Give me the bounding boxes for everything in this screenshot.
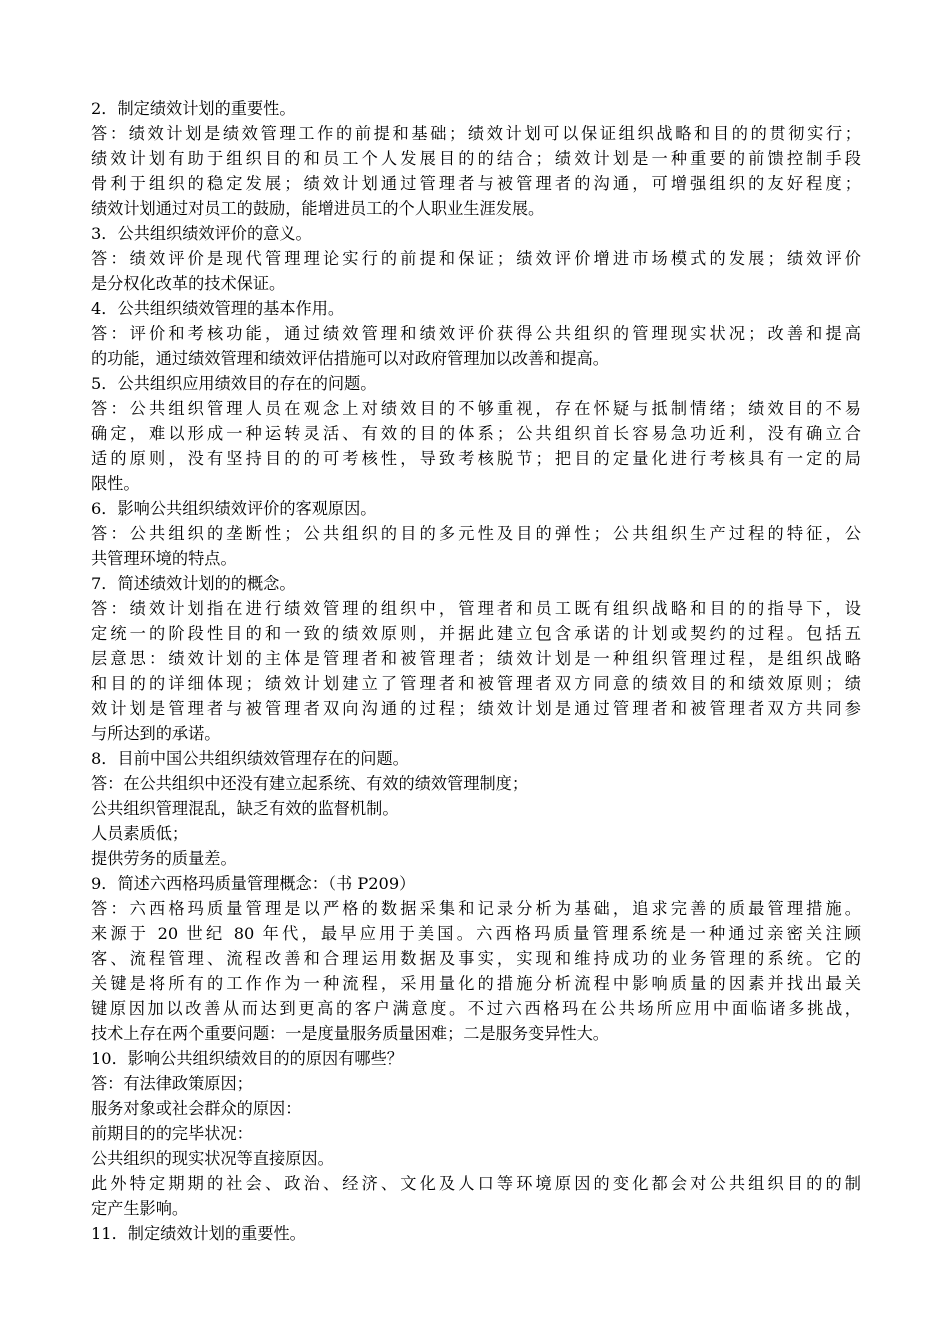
document-body bbox=[91, 96, 861, 1246]
text-line: 答：在公共组织中还没有建立起系统、有效的绩效管理制度； bbox=[91, 774, 529, 793]
text-line: 骨利于组织的稳定发展；绩效计划通过管理者与被管理者的沟通，可增强组织的友好程度； bbox=[91, 174, 861, 193]
text-line: 答：公共组织管理人员在观念上对绩效目的不够重视，存在怀疑与抵制情绪；绩效目的不易 bbox=[91, 399, 861, 418]
text-line: 绩效计划通过对员工的鼓励，能增进员工的个人职业生涯发展。 bbox=[91, 199, 545, 218]
text-line: 确定，难以形成一种运转灵活、有效的目的体系；公共组织首长容易急功近利，没有确立合 bbox=[91, 424, 861, 443]
text-line: 公共组织管理混乱，缺乏有效的监督机制。 bbox=[91, 799, 399, 818]
text-line: 与所达到的承诺。 bbox=[91, 724, 221, 743]
text-line: 3．公共组织绩效评价的意义。 bbox=[91, 224, 312, 243]
text-line: 是分权化改革的技术保证。 bbox=[91, 274, 286, 293]
text-line: 7．简述绩效计划的的概念。 bbox=[91, 574, 296, 593]
text-line: 来源于 20 世纪 80 年代，最早应用于美国。六西格玛质量管理系统是一种通过亲密关注顾 bbox=[91, 924, 861, 943]
text-line: 定统一的阶段性目的和一致的绩效原则，并据此建立包含承诺的计划或契约的过程。包括五 bbox=[91, 624, 861, 643]
text-line: 9．简述六西格玛质量管理概念：（书 P209） bbox=[91, 874, 416, 893]
text-line: 答：公共组织的垄断性；公共组织的目的多元性及目的弹性；公共组织生产过程的特征，公 bbox=[91, 524, 861, 543]
text-line: 限性。 bbox=[91, 474, 140, 493]
text-line: 2．制定绩效计划的重要性。 bbox=[91, 99, 296, 118]
text-line: 共管理环境的特点。 bbox=[91, 549, 237, 568]
text-line: 技术上存在两个重要问题：一是度量服务质量困难；二是服务变异性大。 bbox=[91, 1024, 609, 1043]
text-line: 服务对象或社会群众的原因： bbox=[91, 1099, 302, 1118]
text-line: 6．影响公共组织绩效评价的客观原因。 bbox=[91, 499, 377, 518]
text-line: 公共组织的现实状况等直接原因。 bbox=[91, 1149, 334, 1168]
text-line: 的功能，通过绩效管理和绩效评估措施可以对政府管理加以改善和提高。 bbox=[91, 349, 609, 368]
text-line: 5．公共组织应用绩效目的存在的问题。 bbox=[91, 374, 377, 393]
text-line: 答：绩效计划指在进行绩效管理的组织中，管理者和员工既有组织战略和目的的指导下，设 bbox=[91, 599, 861, 618]
text-line: 适的原则，没有坚持目的的可考核性，导致考核脱节；把目的定量化进行考核具有一定的局 bbox=[91, 449, 861, 468]
text-line: 效计划是管理者与被管理者双向沟通的过程；绩效计划是通过管理者和被管理者双方共同参 bbox=[91, 699, 861, 718]
text-line: 键原因加以改善从而达到更高的客户满意度。不过六西格玛在公共场所应用中面临诸多挑战， bbox=[91, 999, 861, 1018]
text-line: 答：绩效评价是现代管理理论实行的前提和保证；绩效评价增进市场模式的发展；绩效评价 bbox=[91, 249, 861, 268]
text-line: 答：评价和考核功能，通过绩效管理和绩效评价获得公共组织的管理现实状况；改善和提高 bbox=[91, 324, 861, 343]
text-line: 10．影响公共组织绩效目的的原因有哪些？ bbox=[91, 1049, 403, 1068]
text-line: 客、流程管理、流程改善和合理运用数据及事实，实现和维持成功的业务管理的系统。它的 bbox=[91, 949, 861, 968]
text-line: 提供劳务的质量差。 bbox=[91, 849, 237, 868]
text-line: 4．公共组织绩效管理的基本作用。 bbox=[91, 299, 345, 318]
text-line: 层意思：绩效计划的主体是管理者和被管理者；绩效计划是一种组织管理过程，是组织战略 bbox=[91, 649, 861, 668]
text-line: 此外特定期期的社会、政治、经济、文化及人口等环境原因的变化都会对公共组织目的的制 bbox=[91, 1174, 861, 1193]
text-line: 和目的的详细体现；绩效计划建立了管理者和被管理者双方同意的绩效目的和绩效原则；绩 bbox=[91, 674, 861, 693]
text-line: 8．目前中国公共组织绩效管理存在的问题。 bbox=[91, 749, 409, 768]
text-line: 答：有法律政策原因； bbox=[91, 1074, 253, 1093]
text-line: 答：六西格玛质量管理是以严格的数据采集和记录分析为基础，追求完善的质最管理措施。 bbox=[91, 899, 861, 918]
text-line: 定产生影响。 bbox=[91, 1199, 189, 1218]
text-line: 前期目的的完毕状况： bbox=[91, 1124, 253, 1143]
text-line: 绩效计划有助于组织目的和员工个人发展目的的结合；绩效计划是一种重要的前馈控制手段 bbox=[91, 149, 861, 168]
text-line: 答：绩效计划是绩效管理工作的前提和基础；绩效计划可以保证组织战略和目的的贯彻实行； bbox=[91, 124, 861, 143]
text-line: 关键是将所有的工作作为一种流程，采用量化的措施分析流程中影响质量的因素并找出最关 bbox=[91, 974, 861, 993]
text-line: 11．制定绩效计划的重要性。 bbox=[91, 1224, 306, 1243]
text-line: 人员素质低； bbox=[91, 824, 189, 843]
